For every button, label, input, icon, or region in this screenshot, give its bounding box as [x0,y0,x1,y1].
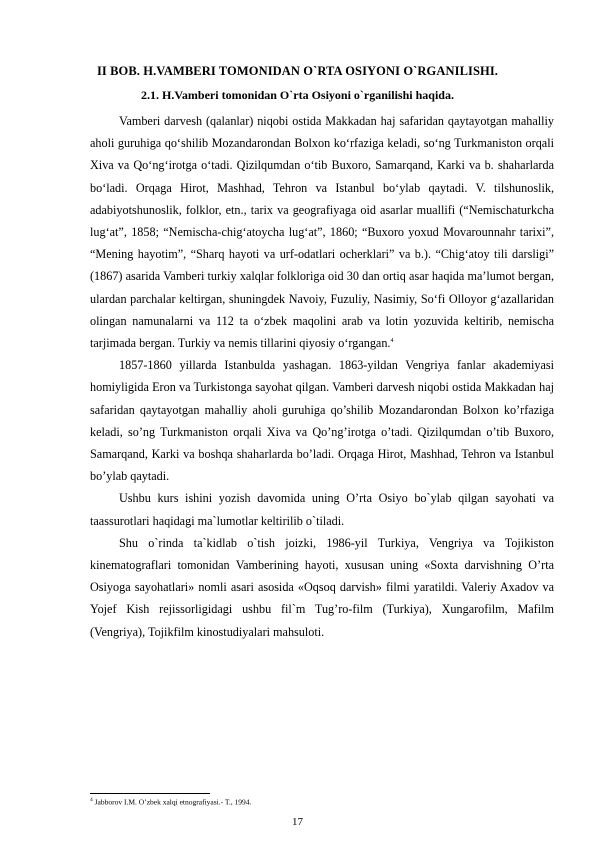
paragraph: Ushbu kurs ishini yozish davomida uning O’rta Osiyo bo`ylab qilgan sayohati va taassurotlari haqidagi ma`lumotlar keltirilib o`tiladi. [90,491,554,528]
chapter-title: II BOB. H.VAMBERI TOMONIDAN O`RTA OSIYONI O`RGANILISHI. [96,64,499,78]
footnote-reference: 4 [390,337,394,344]
footnote-divider [90,793,210,794]
footnote-number: 4 [90,797,93,803]
paragraph [90,110,554,354]
section-title: 2.1. H.Vamberi tomonidan O`rta Osiyoni o`rganilishi haqida. [141,88,454,102]
body-text [90,110,554,643]
paragraph: Shu o`rinda ta`kidlab o`tish joizki, 1986-yil Turkiya, Vengriya va Tojikiston kinematograflari tomonidan Vamberining hayoti, xususan uning «Soxta darvishning O’rta Osiyoga sayohatlari» nomli asari asosida «Oqsoq darvish» filmi yaratildi. Valeriy Axadov va Yojef Kish rejissorligidagi ushbu fil`m Tug’ro-film (Turkiya), Xungarofilm, Mafilm (Vengriya), Tojikfilm kinostudiyalari mahsuloti. [90,535,554,639]
footnote [90,797,251,807]
paragraph-text: Vamberi darvesh (qalanlar) niqobi ostida Makkadan haj safaridan qaytayotgan mahalliy aholi guruhiga qo‘shilib Mozandarondan Bolxon ko‘rfaziga keladi, so‘ng Turkmaniston orqali Xiva va Qo‘ng‘irotga o‘tadi. Qizilqumdan o‘tib Buxoro, Samarqand, Karki va b. shaharlarda bo‘ladi. Orqaga Hirot, Mashhad, Tehron va Istanbul bo‘ylab qaytadi. V. tilshunoslik, adabiyotshunoslik, folklor, etn., tarix va geografiyaga oid asarlar muallifi (“Nemischaturkcha lug‘at”, 1858; “Nemischa-chig‘atoycha lug‘at”, 1860; “Buxoro yoxud Movarounnahr tarixi”, “Mening hayotim”, “Sharq hayoti va urf-odatlari ocherklari” va b.). “Chig‘atoy tili darsligi” (1867) asarida Vamberi turkiy xalqlar folkloriga oid 30 dan ortiq asar haqida ma’lumot bergan, ulardan parchalar keltirgan, shuningdek Navoiy, Fuzuliy, Nasimiy, So‘fi Olloyor g‘azallaridan olingan namunalarni va 112 ta o‘zbek maqolini arab va lotin yozuvida keltirib, nemischa tarjimada bergan. Turkiy va nemis tillarini qiyosiy o‘rgangan. [90,114,554,351]
footnote-text: Jabborov I.M. O’zbek xalqi etnografiyasi.- T., 1994. [94,797,252,807]
page-number: 17 [292,816,303,828]
paragraph: 1857-1860 yillarda Istanbulda yashagan. 1863-yildan Vengriya fanlar akademiyasi homiyligida Eron va Turkistonga sayohat qilgan. Vamberi darvesh niqobi ostida Makkadan haj safaridan qaytayotgan mahalliy aholi guruhiga qo’shilib Mozandarondan Bolxon ko’rfaziga keladi, so’ng Turkmaniston orqali Xiva va Qo’ng’irotga o’tadi. Qizilqumdan o’tib Buxoro, Samarqand, Karki va boshqa shaharlarda bo’ladi. Orqaga Hirot, Mashhad, Tehron va Istanbul bo’ylab qaytadi. [90,358,554,484]
